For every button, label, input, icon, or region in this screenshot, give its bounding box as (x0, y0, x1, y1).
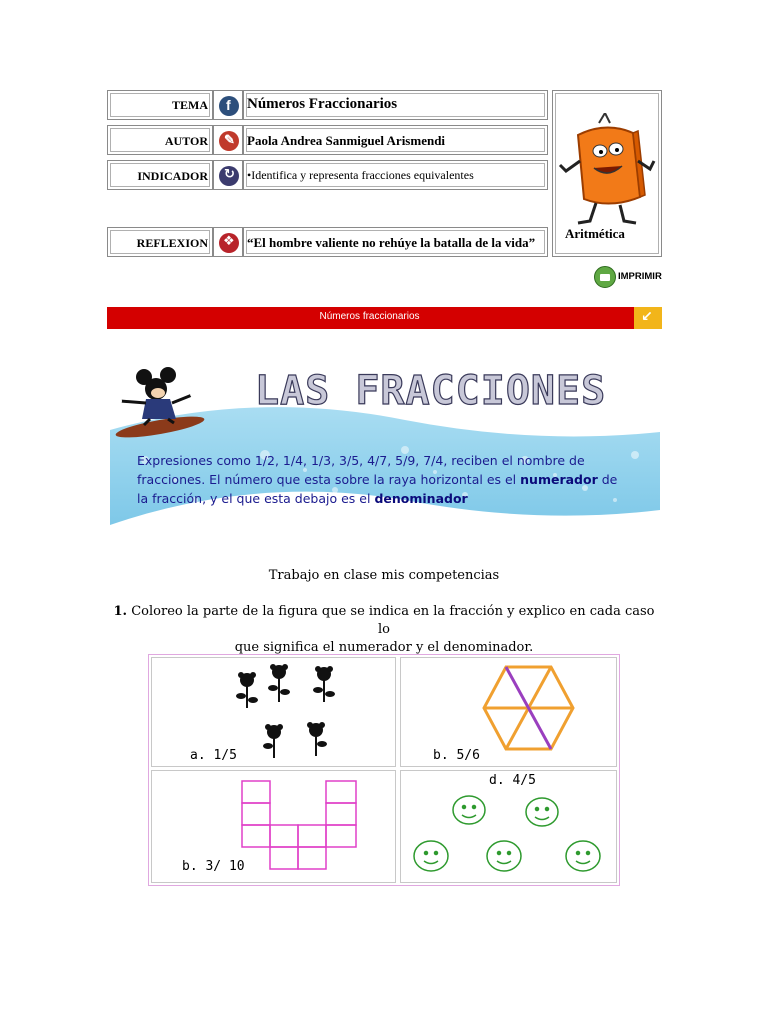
indicador-value: •Identifica y representa fracciones equivalentes (247, 168, 474, 182)
print-button[interactable] (594, 266, 664, 288)
smiley-faces-icon (409, 793, 614, 878)
exercise-a (151, 657, 396, 767)
squares-u-icon (240, 779, 362, 871)
autor-icon-cell (213, 125, 243, 155)
reflexion-value-cell (243, 227, 548, 257)
tema-icon-cell (213, 90, 243, 120)
autor-value-cell (243, 125, 548, 155)
keyword-denominador: denominador (374, 491, 468, 506)
banner-line-3: la fracción, y el que esta debajo es el denominador (137, 491, 468, 506)
tema-label-cell (107, 90, 213, 120)
flowers-icon (227, 660, 367, 760)
subject-box (552, 90, 662, 257)
tema-value: Números Fraccionarios (247, 96, 398, 112)
back-arrow-button[interactable] (634, 307, 662, 329)
pen-icon: ✎ (219, 131, 239, 151)
book-mascot-icon (558, 113, 656, 228)
printer-icon (594, 266, 616, 288)
exercise-d (400, 770, 617, 883)
banner-title: LAS FRACCIONES (255, 368, 607, 414)
section-bar (107, 307, 662, 329)
caption-b2: b. 3/ 10 (182, 859, 245, 874)
indicador-icon-cell (213, 160, 243, 190)
banner-line-2: fracciones. El número que esta sobre la raya horizontal es el numerador de (137, 472, 618, 487)
caption-d: d. 4/5 (489, 773, 536, 788)
banner-line-1: Expresiones como 1/2, 1/4, 1/3, 3/5, 4/7, 5/9, 7/4, reciben el nombre de (137, 453, 585, 468)
instruction-line-1: 1. Coloreo la parte de la figura que se indica en la fracción y explico en cada caso lo (113, 604, 655, 637)
face-icon: f (219, 96, 239, 116)
arrow-down-left-icon: ↙ (641, 309, 653, 325)
question-number: 1. (113, 604, 128, 619)
instruction-line-2: que significa el numerador y el denominador. (234, 640, 534, 655)
indicador-label-cell (107, 160, 213, 190)
reflexion-label: REFLEXION (136, 236, 208, 250)
reflexion-value: “El hombre valiente no rehúye la batalla de la vida” (247, 235, 536, 250)
hexagon-icon (481, 663, 576, 753)
autor-label: AUTOR (164, 134, 208, 148)
autor-value: Paola Andrea Sanmiguel Arismendi (247, 133, 446, 148)
indicador-label: INDICADOR (137, 169, 208, 183)
tema-label: TEMA (172, 98, 208, 112)
exercise-b-grid (151, 770, 396, 883)
surfing-mouse-icon (110, 365, 210, 440)
swirl-icon: ❖ (219, 233, 239, 253)
print-label: IMPRIMIR (618, 271, 662, 282)
caption-a: a. 1/5 (190, 748, 237, 763)
instruction (110, 603, 658, 657)
exercise-b-hexagon (400, 657, 617, 767)
tema-value-cell (243, 90, 548, 120)
refresh-icon: ↻ (219, 166, 239, 186)
indicador-value-cell (243, 160, 548, 190)
banner-text (137, 451, 657, 508)
work-title: Trabajo en clase mis competencias (268, 568, 500, 583)
keyword-numerador: numerador (520, 472, 598, 487)
reflexion-icon-cell (213, 227, 243, 257)
reflexion-label-cell (107, 227, 213, 257)
caption-b1: b. 5/6 (433, 748, 480, 763)
section-title: Números fraccionarios (319, 311, 420, 322)
subject-label: Aritmética (565, 226, 625, 241)
autor-label-cell (107, 125, 213, 155)
